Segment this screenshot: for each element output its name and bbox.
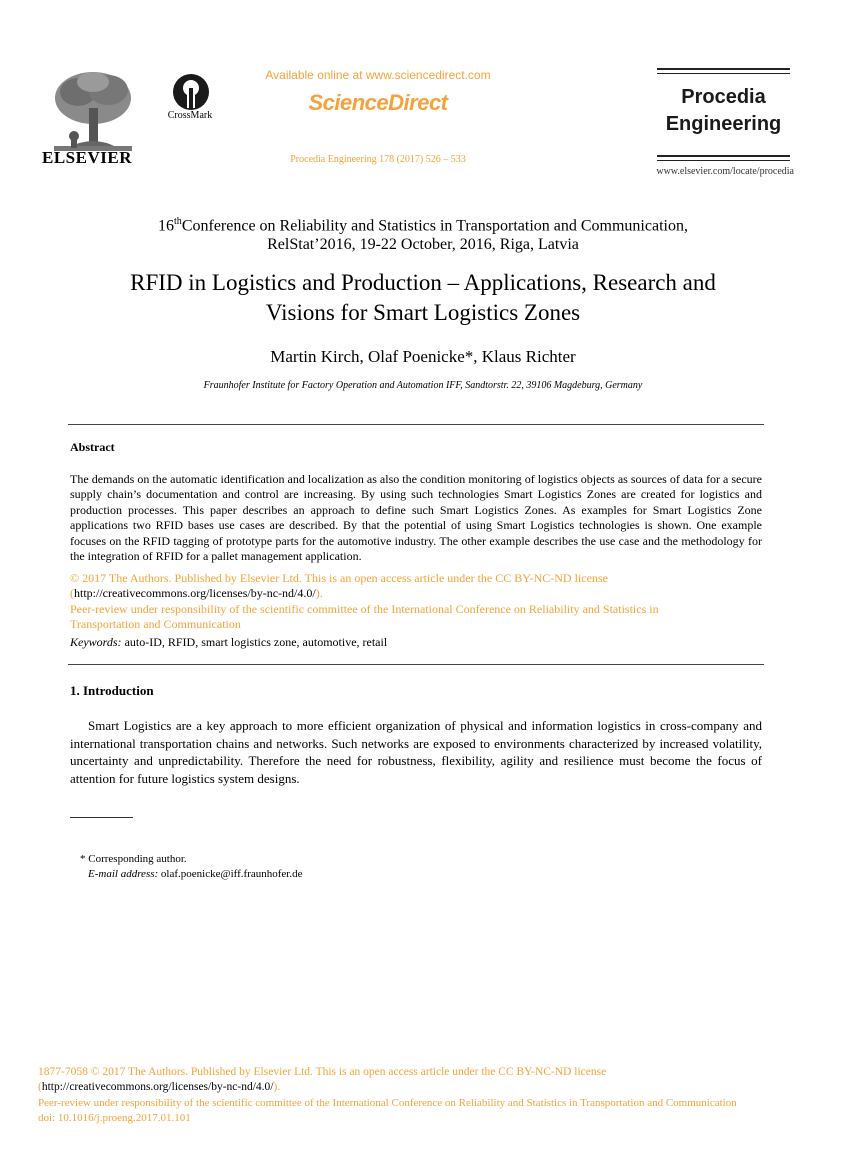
crossmark-icon[interactable]	[168, 72, 214, 112]
procedia-bottom-rule	[657, 155, 790, 157]
introduction-heading: 1. Introduction	[70, 683, 154, 698]
footer-paren-close: ).	[273, 1081, 281, 1093]
sciencedirect-logo-text: ScienceDirect	[308, 90, 448, 115]
license-paren-close: ).	[315, 586, 323, 600]
corresponding-author-note: * Corresponding author.	[80, 853, 187, 865]
keywords-list: auto-ID, RFID, smart logistics zone, automotive, retail	[121, 635, 388, 649]
email-note	[88, 868, 302, 880]
elsevier-tree-logo-icon	[48, 68, 138, 154]
conference-line1-rest: Conference on Reliability and Statistics in Transportation and Communication,	[181, 217, 688, 235]
affiliation: Fraunhofer Institute for Factory Operation and Automation IFF, Sandtorstr. 22, 39106 Magdeburg, Germany	[203, 380, 643, 391]
authors: Martin Kirch, Olaf Poenicke*, Klaus Richter	[270, 347, 576, 366]
procedia-top-rule	[657, 68, 790, 70]
conference-line1	[60, 212, 786, 235]
footer-doi[interactable]: doi: 10.1016/j.proeng.2017.01.101	[38, 1112, 191, 1124]
license-statement: © 2017 The Authors. Published by Elsevier Ltd. This is an open access article under the CC BY-NC-ND license	[70, 571, 608, 585]
footer-issn-license: 1877-7058 © 2017 The Authors. Published by Elsevier Ltd. This is an open access article under the CC BY-NC-ND license	[38, 1066, 607, 1078]
available-online-text: Available online at www.sciencedirect.com	[265, 68, 491, 82]
procedia-top-rule-thin	[657, 73, 790, 74]
footnote-divider	[70, 817, 133, 818]
journal-title-line2: Engineering	[665, 113, 782, 135]
procedia-bottom-rule-thin	[657, 160, 790, 161]
paper-title	[60, 268, 786, 328]
paper-title-line1: RFID in Logistics and Production – Applications, Research and	[130, 270, 716, 295]
journal-title-line1: Procedia	[681, 86, 766, 108]
email-address[interactable]: olaf.poenicke@iff.fraunhofer.de	[158, 868, 303, 880]
email-label: E-mail address:	[88, 868, 159, 880]
abstract-bottom-divider	[68, 664, 764, 665]
abstract-top-divider	[68, 424, 764, 425]
license-paren-open: (	[70, 586, 74, 600]
journal-reference: Procedia Engineering 178 (2017) 526 – 533	[290, 154, 466, 165]
peer-review-line2: Transportation and Communication	[70, 617, 241, 632]
peer-review-line1: Peer-review under responsibility of the scientific committee of the International Conference on Reliability and Statistics in	[70, 602, 659, 616]
footer-license-link-line	[38, 1081, 280, 1093]
conference-info	[60, 212, 786, 254]
paper-title-line2: Visions for Smart Logistics Zones	[265, 300, 581, 325]
publisher-logo-text: ELSEVIER	[42, 148, 132, 167]
crossmark-label[interactable]: CrossMark	[167, 110, 213, 121]
conference-suffix: th	[174, 216, 182, 227]
abstract-body: The demands on the automatic identification and localization as also the condition monitoring of logistics objects as sources of data for a secure supply chain’s documentation and control are increasing. By using such technologies Smart Logistics Zones are created for logistics and production processes. This paper describes an approach to define such Smart Logistics Zones. As examples for Smart Logistics Zone applications two RFID bases use cases are described. By that the potential of using Smart Logistics technologies is shown. One example focuses on the RFID tagging of prototype parts for the automotive industry. The other example describes the use case and the methodology for the integration of RFID for a pallet management application.	[70, 472, 762, 564]
peer-review-statement	[70, 602, 762, 633]
keywords-label: Keywords:	[70, 635, 122, 649]
conference-number: 16	[158, 217, 175, 235]
license-link-line	[70, 586, 323, 601]
footer-paren-open: (	[38, 1081, 42, 1093]
keywords	[70, 635, 762, 650]
footer-license-link[interactable]: http://creativecommons.org/licenses/by-nc-nd/4.0/	[41, 1081, 274, 1093]
journal-title	[657, 84, 790, 138]
journal-url[interactable]: www.elsevier.com/locate/procedia	[656, 166, 794, 177]
footer-peer-review: Peer-review under responsibility of the scientific committee of the International Conference on Reliability and Statistics in Transportation and Communication	[38, 1097, 737, 1109]
conference-line2: RelStat’2016, 19-22 October, 2016, Riga, Latvia	[267, 236, 579, 254]
introduction-body: Smart Logistics are a key approach to more efficient organization of physical and information logistics in cross-company and international transportation chains and networks. Such networks are exposed to environments characterized by increased volatility, uncertainty and unpredictability. Therefore the need for robustness, flexibility, agility and resilience must become the focus of attention for future logistics system designs.	[70, 718, 762, 787]
license-link[interactable]: http://creativecommons.org/licenses/by-nc-nd/4.0/	[74, 586, 316, 600]
abstract-heading: Abstract	[70, 440, 115, 454]
